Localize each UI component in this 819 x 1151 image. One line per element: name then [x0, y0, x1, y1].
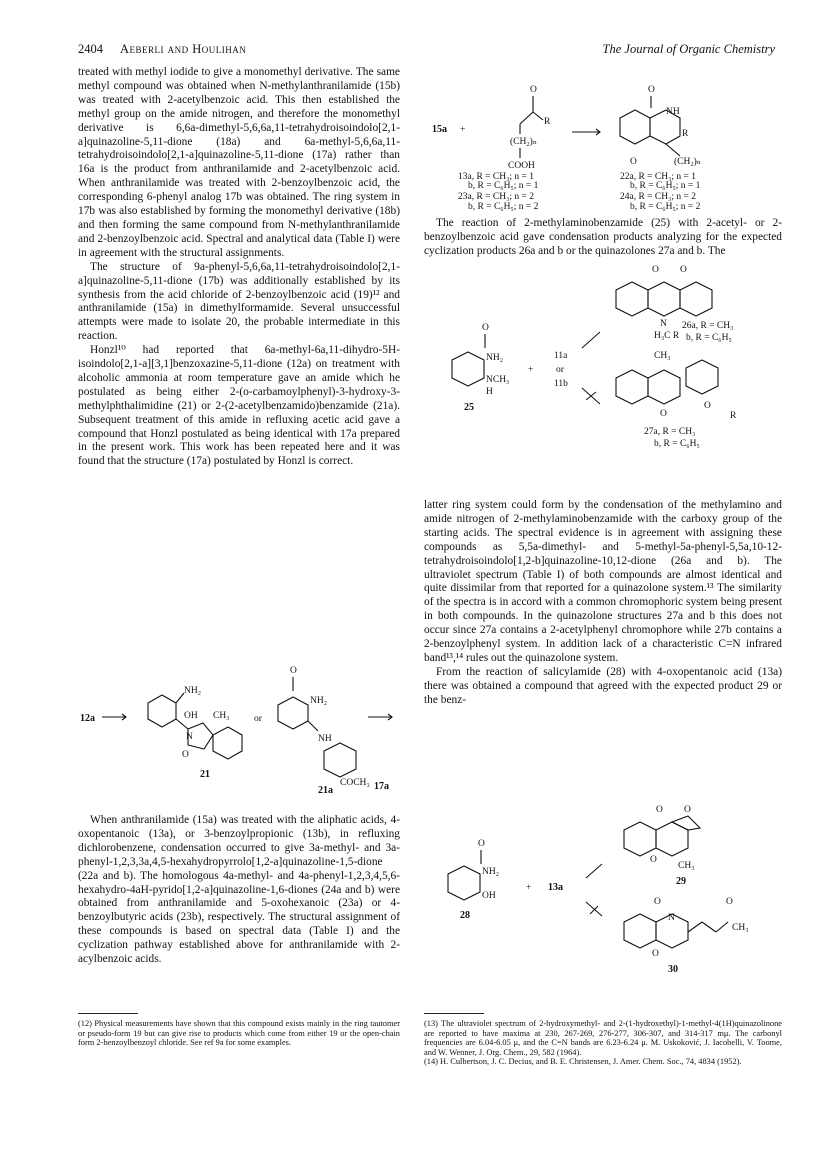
label-product-o2: O: [630, 157, 637, 167]
label-product-o: O: [648, 85, 655, 95]
label-scheme4-plus: +: [526, 883, 532, 893]
left-column-bottom: [78, 814, 400, 967]
label-cooh: COOH: [508, 161, 535, 171]
label-21a-o: O: [290, 666, 297, 676]
label-30-o3: O: [726, 897, 733, 907]
label-27a: 27a, R = CH₃: [644, 427, 696, 437]
label-28-o: O: [478, 839, 485, 849]
ring-26-benzene1: [616, 282, 648, 316]
label-21-o: O: [182, 750, 189, 760]
label-21a: 21a: [318, 785, 333, 796]
arrow-to-30: [586, 902, 602, 916]
label-26b: b, R = C₆H₅: [686, 333, 732, 343]
page-number: 2404: [78, 42, 103, 56]
ring-26-benzene2: [680, 282, 712, 316]
label-21a-coch3: COCH₃: [340, 778, 370, 788]
scheme1-row-3: 23a, R = CH₃; n = 2: [458, 192, 535, 202]
label-21-ch3: CH₃: [213, 711, 230, 721]
right-footnotes: [424, 1019, 782, 1067]
scheme1-table-bottom: [430, 193, 780, 215]
ring-21a-benzene1: [278, 697, 308, 729]
ring-28-benzene: [448, 866, 480, 900]
label-15a: 15a: [432, 124, 447, 135]
scheme1-row-7: 24a, R = CH₃; n = 2: [620, 192, 697, 202]
footnote-14: (14) H. Culbertson, J. C. Decius, and B. E. Christensen, J. Amer. Chem. Soc., 74, 4834 (1952).: [424, 1057, 742, 1067]
scheme-15a-to-22a: [430, 84, 780, 194]
label-25: 25: [464, 402, 474, 413]
label-27b: b, R = C₆H₅: [654, 439, 700, 449]
ring-27-aryl: [686, 360, 718, 394]
arrow-to-29: [586, 864, 602, 878]
left-paragraph-1: treated with methyl iodide to give a monomethyl derivative. The same methyl compound was obtained when N-methylanthranilamide (15b) was treated with 2-acetylbenzoic acid. This then established the methyl group on the amide nitrogen, and therefore the monomethyl derivative is 6,6a-dimethyl-5,6,6a,11-tetrahydroisoindolo[2,1-a]quinazoline-5,11-dione (18a) and 6a-methyl-5,6,6a,11-tetrahydroisoindolo[2,1-a]quinazoline-5,11-dione (17a) rather than 16a is the product from anthranilamide and 2-acetylbenzoic acid. When anthranilamide was treated with 2-benzoylbenzoic acid, the corresponding 6-phenyl analog 17b was obtained. The ring system in 17b was also established by forming the monomethyl derivative (18b) and then forming the same compound from N-methylanthranilamide and 2-benzoylbenzoic acid. Spectral and analytical data (Table I) were in agreement with the structural assignments.: [78, 66, 400, 259]
footnote-rule-right: [424, 1013, 484, 1014]
label-27-o2: O: [704, 401, 711, 411]
ring-27-quinazolone: [648, 370, 680, 404]
label-keto-ch2n: (CH₂)ₙ: [510, 137, 537, 147]
label-plus: +: [460, 125, 466, 135]
label-25-nch3: NCH₃: [486, 375, 510, 385]
label-29-ch3: CH₃: [678, 861, 695, 871]
label-28: 28: [460, 910, 470, 921]
label-28-nh2: NH₂: [482, 867, 500, 877]
label-26-h3cr: H₃C R: [654, 331, 680, 341]
label-29-o3: O: [650, 855, 657, 865]
label-29-o1: O: [656, 805, 663, 815]
label-25-o: O: [482, 323, 489, 333]
scheme1-row-2: b, R = C₆H₅; n = 1: [468, 181, 539, 191]
bond-21a-nh: [308, 721, 318, 731]
label-21: 21: [200, 769, 210, 780]
scheme1-row-5: 22a, R = CH₃; n = 1: [620, 172, 697, 182]
label-27-r: R: [730, 411, 737, 421]
scheme1-row-8: b, R = C₆H₅; n = 2: [630, 202, 701, 212]
bond-30-chain3: [716, 922, 728, 932]
label-30-o2: O: [652, 949, 659, 959]
label-21a-nh: NH: [318, 734, 332, 744]
running-authors: Aeberli and Houlihan: [120, 42, 247, 56]
bond-30-chain1: [688, 922, 702, 932]
ring-26-middle: [648, 282, 680, 316]
bond-21-ch2: [176, 693, 184, 703]
label-30-o: O: [654, 897, 661, 907]
scheme-25-svg: [430, 265, 780, 468]
label-21-n: N: [186, 732, 193, 742]
right-paragraph-3: From the reaction of salicylamide (28) with 4-oxopentanoic acid (13a) there was obtained a compound that agreed with the expected product 29 or the benz-: [424, 665, 782, 706]
label-11b: 11b: [554, 379, 568, 389]
bond-product-ring: [666, 144, 680, 156]
label-27-ch3: CH₃: [654, 351, 671, 361]
label-product-ch2n: (CH₂)ₙ: [674, 157, 701, 167]
ring-29-pyrrolidone: [672, 816, 700, 830]
ring-25-benzene: [452, 352, 484, 386]
left-column-top: [78, 66, 400, 469]
label-26-o2: O: [680, 265, 687, 275]
left-paragraph-3: Honzl¹⁰ had reported that 6a-methyl-6a,11-dihydro-5H-isoindolo[2,1-a][3,1]benzoxazine-5,11-dione (12a) on treatment with alcoholic ammonia at room temperature gave an amide which he postulated as being either 2-(o-carbamoylphenyl)-3-hydroxy-3-methylphthalimidine (21) or 2-(2-acetylbenzamido)benzamide (21a). Subsequent treatment of this amide in refluxing acetic acid gave a compound that Honzl postulated as being identical with 17a prepared in the present work. This work has been repeated here and it was found that the structure (17a) postulated by Honzl is correct.: [78, 344, 400, 468]
ring-21-benzene2: [213, 727, 242, 759]
label-28-oh: OH: [482, 891, 496, 901]
journal-title: The Journal of Organic Chemistry: [602, 42, 775, 56]
scheme1-row-4: b, R = C₆H₅; n = 2: [468, 202, 539, 212]
bond-keto-chain: [520, 112, 533, 124]
label-or: or: [254, 714, 262, 724]
label-or-2: or: [556, 365, 564, 375]
scheme-12a-svg: [78, 665, 400, 795]
ring-21a-benzene: [148, 695, 176, 727]
scheme-12a-to-17a: [78, 665, 400, 795]
label-11a: 11a: [554, 351, 568, 361]
label-product-r: R: [682, 129, 689, 139]
ring-21a-benzene2: [324, 743, 356, 777]
bond-keto-r: [533, 112, 543, 120]
label-30-n: N: [668, 913, 675, 923]
label-26-o1: O: [652, 265, 659, 275]
label-25-nh2: NH₂: [486, 353, 504, 363]
label-30-ch3: CH₃: [732, 923, 749, 933]
scheme-28-to-29-30: [430, 805, 780, 1008]
right-column-text-1: [424, 217, 782, 259]
ring-30-benzene: [624, 914, 656, 948]
label-keto-r: R: [544, 117, 551, 127]
label-27-o: O: [660, 409, 667, 419]
footnote-12: (12) Physical measurements have shown that this compound exists mainly in the ring tautomer or pseudo-form 19 but can give rise to products which come from either 19 or the open-chain form 2-benzoylbenzoyl chloride. See ref 9a for some examples.: [78, 1019, 400, 1048]
right-paragraph-2: latter ring system could form by the condensation of the methylamino and amide nitrogen of 2-methylaminobenzamide with the carboxy group of the starting acids. The spectral evidence is in agreement with assigning these compounds as 5,5a-dimethyl- and 5-methyl-5a-phenyl-5,5a,10-12-tetrahydroisoindolo[1,2-b]quinazoline-10,12-dione (26a and b). The ultraviolet spectrum (Table I) of both compounds are almost identical and quite dissimilar from that reported for a quinazolone system.¹³ The similarity of the spectra is in accord with a common chromophoric system being present in both compounds. In the quinazolone structures 27a and b this does not occur since 27a contains a 2-acetylphenyl chromophore while 27b contains a 2-benzoylphenyl system. In addition lack of a characteristic C=N infrared band¹³,¹⁴ rules out the quinazolone system.: [424, 499, 782, 664]
label-product-nh: NH: [666, 107, 680, 117]
scheme1-row-1: 13a, R = CH₃; n = 1: [458, 172, 535, 182]
left-paragraph-4: When anthranilamide (15a) was treated with the aliphatic acids, 4-oxopentanoic (13a), or 3-benzoylpropionic (13b), in refluxing dichlorobenzene, condensation occurred to give 3a-methyl- and 3a-phenyl-1,2,3,3a,4,5-hexahydropyrrolo[1,2-a]quinazoline-1,5-dione (22a and b). The homologous 4a-methyl- and 4a-phenyl-1,2,3,4,5,6-hexahydro-4aH-pyrido[1,2-a]quinazoline-1,6-diones (24a and b) were obtained from anthranilamide and 5-oxohexanoic (23a) or 4-benzoylbutyric acids (23b), respectively. The structural assignment of these compounds is based on spectral data (Table I) and the cyclization pathway established above for anthranilamide with 2-acylbenzoic acids.: [78, 814, 400, 966]
footnote-13: (13) The ultraviolet spectrum of 2-hydroxymethyl- and 2-(1-hydroxethyl)-1-methyl-4(1H)quinazolinone are reported to have maxima at 230, 267-269, 276-277, 306-307, and 314-317 mμ. The carbonyl frequencies are 6.04-6.05 μ, and the C=N bands are 6.23-6.24 μ. M. Uskoković, J. Iacobelli, V. Toome, and W. Wenner, J. Org. Chem., 29, 582 (1964).: [424, 1019, 782, 1057]
label-25-h: H: [486, 387, 493, 397]
ring-29-benzene: [624, 822, 656, 856]
label-17a: 17a: [374, 781, 389, 792]
right-column-text-2: [424, 499, 782, 708]
label-13a: 13a: [548, 882, 563, 893]
label-26-n: N: [660, 319, 667, 329]
scheme1-table-svg: [430, 193, 780, 215]
ring-27-benzene: [616, 370, 648, 404]
label-21a-nh2: NH₂: [310, 696, 328, 706]
label-12a: 12a: [80, 713, 95, 724]
footnote-rule-left: [78, 1013, 138, 1014]
label-21-oh: OH: [184, 711, 198, 721]
label-29: 29: [676, 876, 686, 887]
right-paragraph-1: The reaction of 2-methylaminobenzamide (25) with 2-acetyl- or 2-benzoylbenzoic acid gave condensation products analyzing for the expected cyclization products 26a and b or the quinazolones 27a and b. The: [424, 217, 782, 257]
ring-product-benzene: [620, 110, 650, 144]
label-29-o2: O: [684, 805, 691, 815]
label-scheme2-plus: +: [528, 365, 534, 375]
arrow-to-26: [582, 332, 600, 348]
scheme1-row-6: b, R = C₆H₅; n = 1: [630, 181, 701, 191]
label-keto-o: O: [530, 85, 537, 95]
scheme-28-svg: [430, 805, 780, 1008]
bond-30-chain2: [702, 922, 716, 932]
scheme-25-to-26-27: [430, 265, 780, 468]
scheme-15a-svg: [430, 84, 780, 194]
label-26a: 26a, R = CH₃: [682, 321, 734, 331]
label-21-nh2: NH₂: [184, 686, 202, 696]
left-paragraph-2: The structure of 9a-phenyl-5,6,6a,11-tetrahydroisoindolo[2,1-a]quinazoline-5,11-dione (17b) was additionally established by its synthesis from the acid chloride of 2-benzoylbenzoic acid (19)¹² and anthranilamide (15a) in dimethylformamide. Several unsuccessful attempts were made to isolate 20, the probable intermediate in this reaction.: [78, 260, 400, 343]
label-30: 30: [668, 964, 678, 975]
